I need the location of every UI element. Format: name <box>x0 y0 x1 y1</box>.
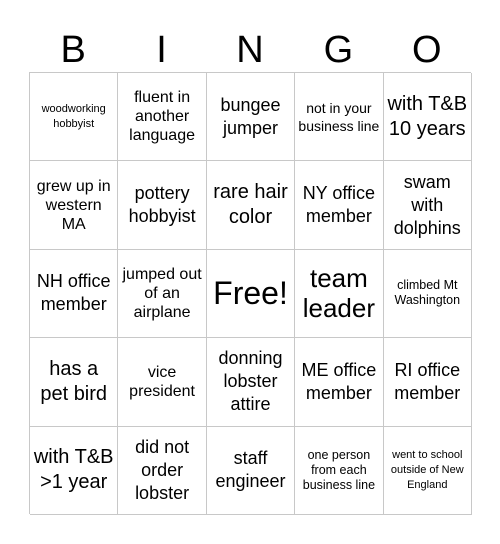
cell-text: grew up in western MA <box>36 177 111 233</box>
bingo-cell[interactable] <box>295 427 383 515</box>
cell-text: team leader <box>302 263 376 324</box>
cell-text: NH office member <box>36 271 111 315</box>
cell-text: with T&B 10 years <box>387 92 468 140</box>
header-letter-b: B <box>60 29 86 71</box>
cell-text: went to school outside of New England <box>390 448 464 491</box>
bingo-cell[interactable] <box>118 161 206 249</box>
header-letter-o: O <box>412 29 442 71</box>
bingo-cell[interactable] <box>295 161 383 249</box>
cell-text: climbed Mt Washington <box>394 278 461 308</box>
bingo-cell[interactable] <box>295 338 383 426</box>
cell-text: not in your business line <box>298 99 380 134</box>
cell-text: vice president <box>129 363 195 400</box>
cell-text: did not order lobster <box>135 436 190 503</box>
cell-text: has a pet bird <box>40 357 108 405</box>
cell-text: bungee jumper <box>220 94 281 138</box>
cell-text: rare hair color <box>213 181 288 229</box>
cell-text: jumped out of an airplane <box>122 265 202 321</box>
bingo-cell[interactable] <box>30 427 118 515</box>
free-space[interactable] <box>207 250 295 338</box>
bingo-cell[interactable] <box>384 73 472 161</box>
bingo-cell[interactable] <box>207 427 295 515</box>
bingo-cell[interactable] <box>30 161 118 249</box>
header-letter-n: N <box>236 29 264 71</box>
bingo-cell[interactable] <box>207 161 295 249</box>
bingo-cell[interactable] <box>295 73 383 161</box>
bingo-cell[interactable] <box>207 73 295 161</box>
cell-text: pottery hobbyist <box>128 183 196 227</box>
cell-text: Free! <box>213 275 288 312</box>
header-letter-g: G <box>323 29 354 71</box>
cell-text: fluent in another language <box>129 89 195 145</box>
bingo-cell[interactable] <box>30 73 118 161</box>
bingo-header <box>29 26 471 74</box>
bingo-cell[interactable] <box>384 338 472 426</box>
bingo-cell[interactable] <box>118 427 206 515</box>
cell-text: woodworking hobbyist <box>41 102 106 130</box>
cell-text: with T&B >1 year <box>33 446 114 494</box>
cell-text: ME office member <box>301 359 377 403</box>
bingo-card <box>29 72 471 514</box>
bingo-cell[interactable] <box>118 73 206 161</box>
bingo-cell[interactable] <box>118 338 206 426</box>
bingo-cell[interactable] <box>118 250 206 338</box>
cell-text: staff engineer <box>215 448 286 492</box>
header-letter-i: I <box>156 29 167 71</box>
bingo-cell[interactable] <box>384 161 472 249</box>
cell-text: NY office member <box>302 183 376 227</box>
bingo-cell[interactable] <box>207 338 295 426</box>
cell-text: one person from each business line <box>302 447 376 492</box>
bingo-cell[interactable] <box>30 250 118 338</box>
bingo-cell[interactable] <box>384 427 472 515</box>
bingo-cell[interactable] <box>30 338 118 426</box>
cell-text: donning lobster attire <box>218 348 283 415</box>
cell-text: swam with dolphins <box>393 171 461 238</box>
bingo-cell[interactable] <box>295 250 383 338</box>
bingo-cell[interactable] <box>384 250 472 338</box>
cell-text: RI office member <box>394 359 461 403</box>
